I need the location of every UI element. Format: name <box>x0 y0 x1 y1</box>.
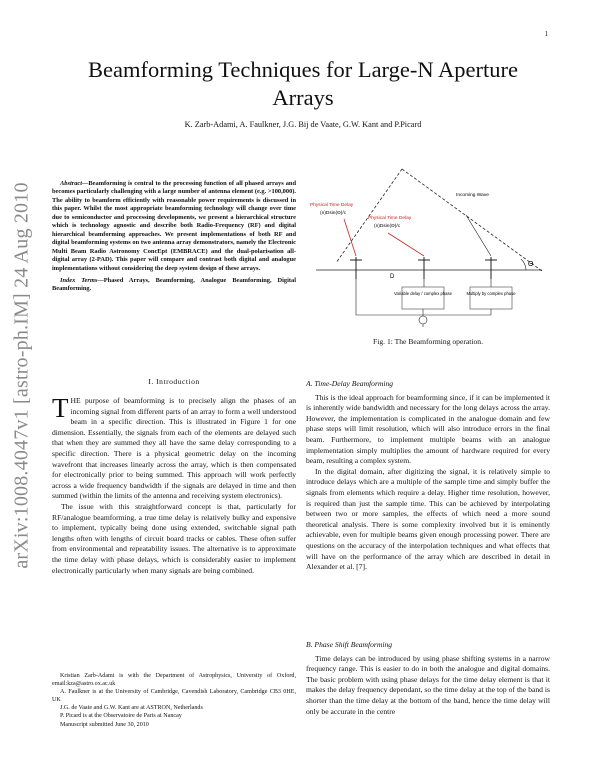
abstract-label: Abstract <box>60 180 83 187</box>
beamforming-figure <box>306 163 550 333</box>
footnotes <box>52 672 296 729</box>
delay-expr-2: (n)Dsin(Θ)/c <box>374 224 401 229</box>
footnote-2: A. Faulkner is at the University of Cambridge, Cavendish Laboratory, Cambridge CB3 0HE, UK <box>52 689 296 704</box>
subsection-b-paragraph-1: Time delays can be introduced by using phase shifting systems in a narrow frequency range. This is easier to do in both the analogue and digital domains. The basic problem with using phase delays for the time delay element is that it makes the delay frequency dependant, so the time delay at the top of the band is shorter than the time delay at the bottom of the band, hence the time delay will only be accurate in the centre <box>306 653 550 716</box>
physical-delay-label-1: Physical Time Delay <box>310 203 354 208</box>
abstract-block <box>52 180 296 294</box>
footnote-3: J.G. de Vaate and G.W. Kant are at ASTRON, Netherlands <box>60 705 203 712</box>
beamforming-diagram <box>306 163 550 333</box>
introduction-body <box>52 393 296 576</box>
footnote-1: Kristian Zarb-Adami is with the Department of Astrophysics, University of Oxford, email:kza@astro.ox.ac.uk <box>52 673 296 688</box>
footnote-5: Manuscript submitted June 30, 2010 <box>60 721 149 728</box>
subsection-a-paragraph-1: This is the ideal approach for beamforming since, if it can be implemented it is inherently wide bandwidth and necessary for the long delays across the array. However, the implementation is complicated in the analogue domain and few phase steps will limit resolution, which will also introduce errors in the final beam. Furthermore, to implement multiple beams with an analogue implementation simply multiplies the amount of hardware required for every beam, resulting a complex system. <box>306 392 550 466</box>
delay-arrow-2 <box>388 233 424 256</box>
index-terms-label: Index Terms <box>60 276 98 284</box>
d-label: D <box>390 274 395 280</box>
incoming-wave-label: Incoming Wave <box>456 193 489 198</box>
summer-node <box>419 316 427 324</box>
wave-arrow <box>466 215 491 256</box>
paper-title: Beamforming Techniques for Large-N Aperture Arrays <box>88 57 518 110</box>
subsection-a-paragraph-2: In the digital domain, after digitizing the signal, it is relatively simple to introduce delays which are a multiple of the sample time and simply buffer the signals from elements which require a delay. Higher time resolution, however, is required than just the sample time. This can be achieved by interpolating between two or more samples, the effects of which need a more sound theoretical analysis. There is some complexity involved but it is eminently achievable, even for multiple beams given enough processing power. There are questions on the accuracy of the interpolation techniques and what effects that will have on the performance of the array which are described in detail in Alexander et al. [7]. <box>306 466 550 572</box>
intro-paragraph-2: The issue with this straightforward concept is that, particularly for RF/analogue beamforming, a true time delay is relatively bulky and expensive to implement, typically being done using extended, switchable signal path lengths often with lengths of circuit board tracks or cables. These often suffer from environmental and repeatability issues. The alternative is to approximate the time delay with phase delays, which is considerably easier to implement electronically particularly when many signals are being combined. <box>52 501 296 575</box>
figure-caption: Fig. 1: The Beamforming operation. <box>373 337 483 346</box>
physical-delay-label-2: Physical Time Delay <box>368 216 412 221</box>
section-heading-introduction: I. Introduction <box>148 377 200 386</box>
footnote-4: P. Picard is at the Observatoire de Paris at Nancay <box>60 713 182 720</box>
index-terms-text: —Phased Arrays, Beamforming, Analogue Beamforming, Digital Beamforming. <box>52 276 297 293</box>
page-number: 1 <box>544 30 548 38</box>
author-list: K. Zarb-Adami, A. Faulkner, J.G. Bij de Vaate, G.W. Kant and P.Picard <box>184 120 422 129</box>
arxiv-stamp: arXiv:1008.4047v1 [astro-ph.IM] 24 Aug 2010 <box>10 182 33 569</box>
intro-paragraph-1 <box>52 393 296 502</box>
delay-arrow-1 <box>344 219 356 256</box>
abstract-text: —Beamforming is central to the processing function of all phased arrays and becomes particularly challenging with a large number of antenna element (e.g. >100,000). The ability to beamform efficiently with reasonable power requirements is discussed in this paper. Whilst the most appropriate beamforming technology will change over time due to semiconductor and processing developments, we present a hierarchical structure which is technology agnostic and describe both Radio-Frequency (RF) and digital hierarchical beamforming approaches. We present implementations of both RF and digital beamforming systems on two antenna array demonstrators, namely the Electronic Multi Beam Radio Astronomy ConcEpt (EMBRACE) and the dual-polarisation all-digital array (2-PAD). This paper will compare and contrast both digital and analogue implementations without considering the deep system design of these arrays. <box>52 180 296 272</box>
intro-paragraph-1-text: HE purpose of beamforming is to precisely align the phases of an incoming signal from different parts of an array to form a well understood beam in a specific direction. This is illustrated in Figure 1 for one dimension. Essentially, the signals from each of the elements are delayed such that when they are summed they all have the same delay corresponding to a specific direction. There is a physical geometric delay on the incoming wavefront that increases linearly across the array, which is then compensated for electronically prior to being summed. This approach will work perfectly across a wide frequency bandwidth if the signals are delayed in time and then summed (within the limits of the antenna and receiving system electronics). <box>52 396 296 501</box>
delay-box-2-label: Multiply by complex phase <box>466 291 516 296</box>
drop-cap: T <box>52 393 69 423</box>
delay-box-1-label: Variable delay / complex phase <box>394 291 452 296</box>
subsection-a-heading: A. Time-Delay Beamforming <box>306 379 394 388</box>
index-terms <box>52 277 296 294</box>
delay-expr-1: (n)Dsin(Θ)/c <box>320 211 347 216</box>
subsection-b <box>306 640 550 717</box>
subsection-b-heading: B. Phase Shift Beamforming <box>306 640 393 649</box>
subsection-a <box>306 379 550 573</box>
theta-label: Θ <box>528 261 534 268</box>
abstract <box>52 180 296 273</box>
